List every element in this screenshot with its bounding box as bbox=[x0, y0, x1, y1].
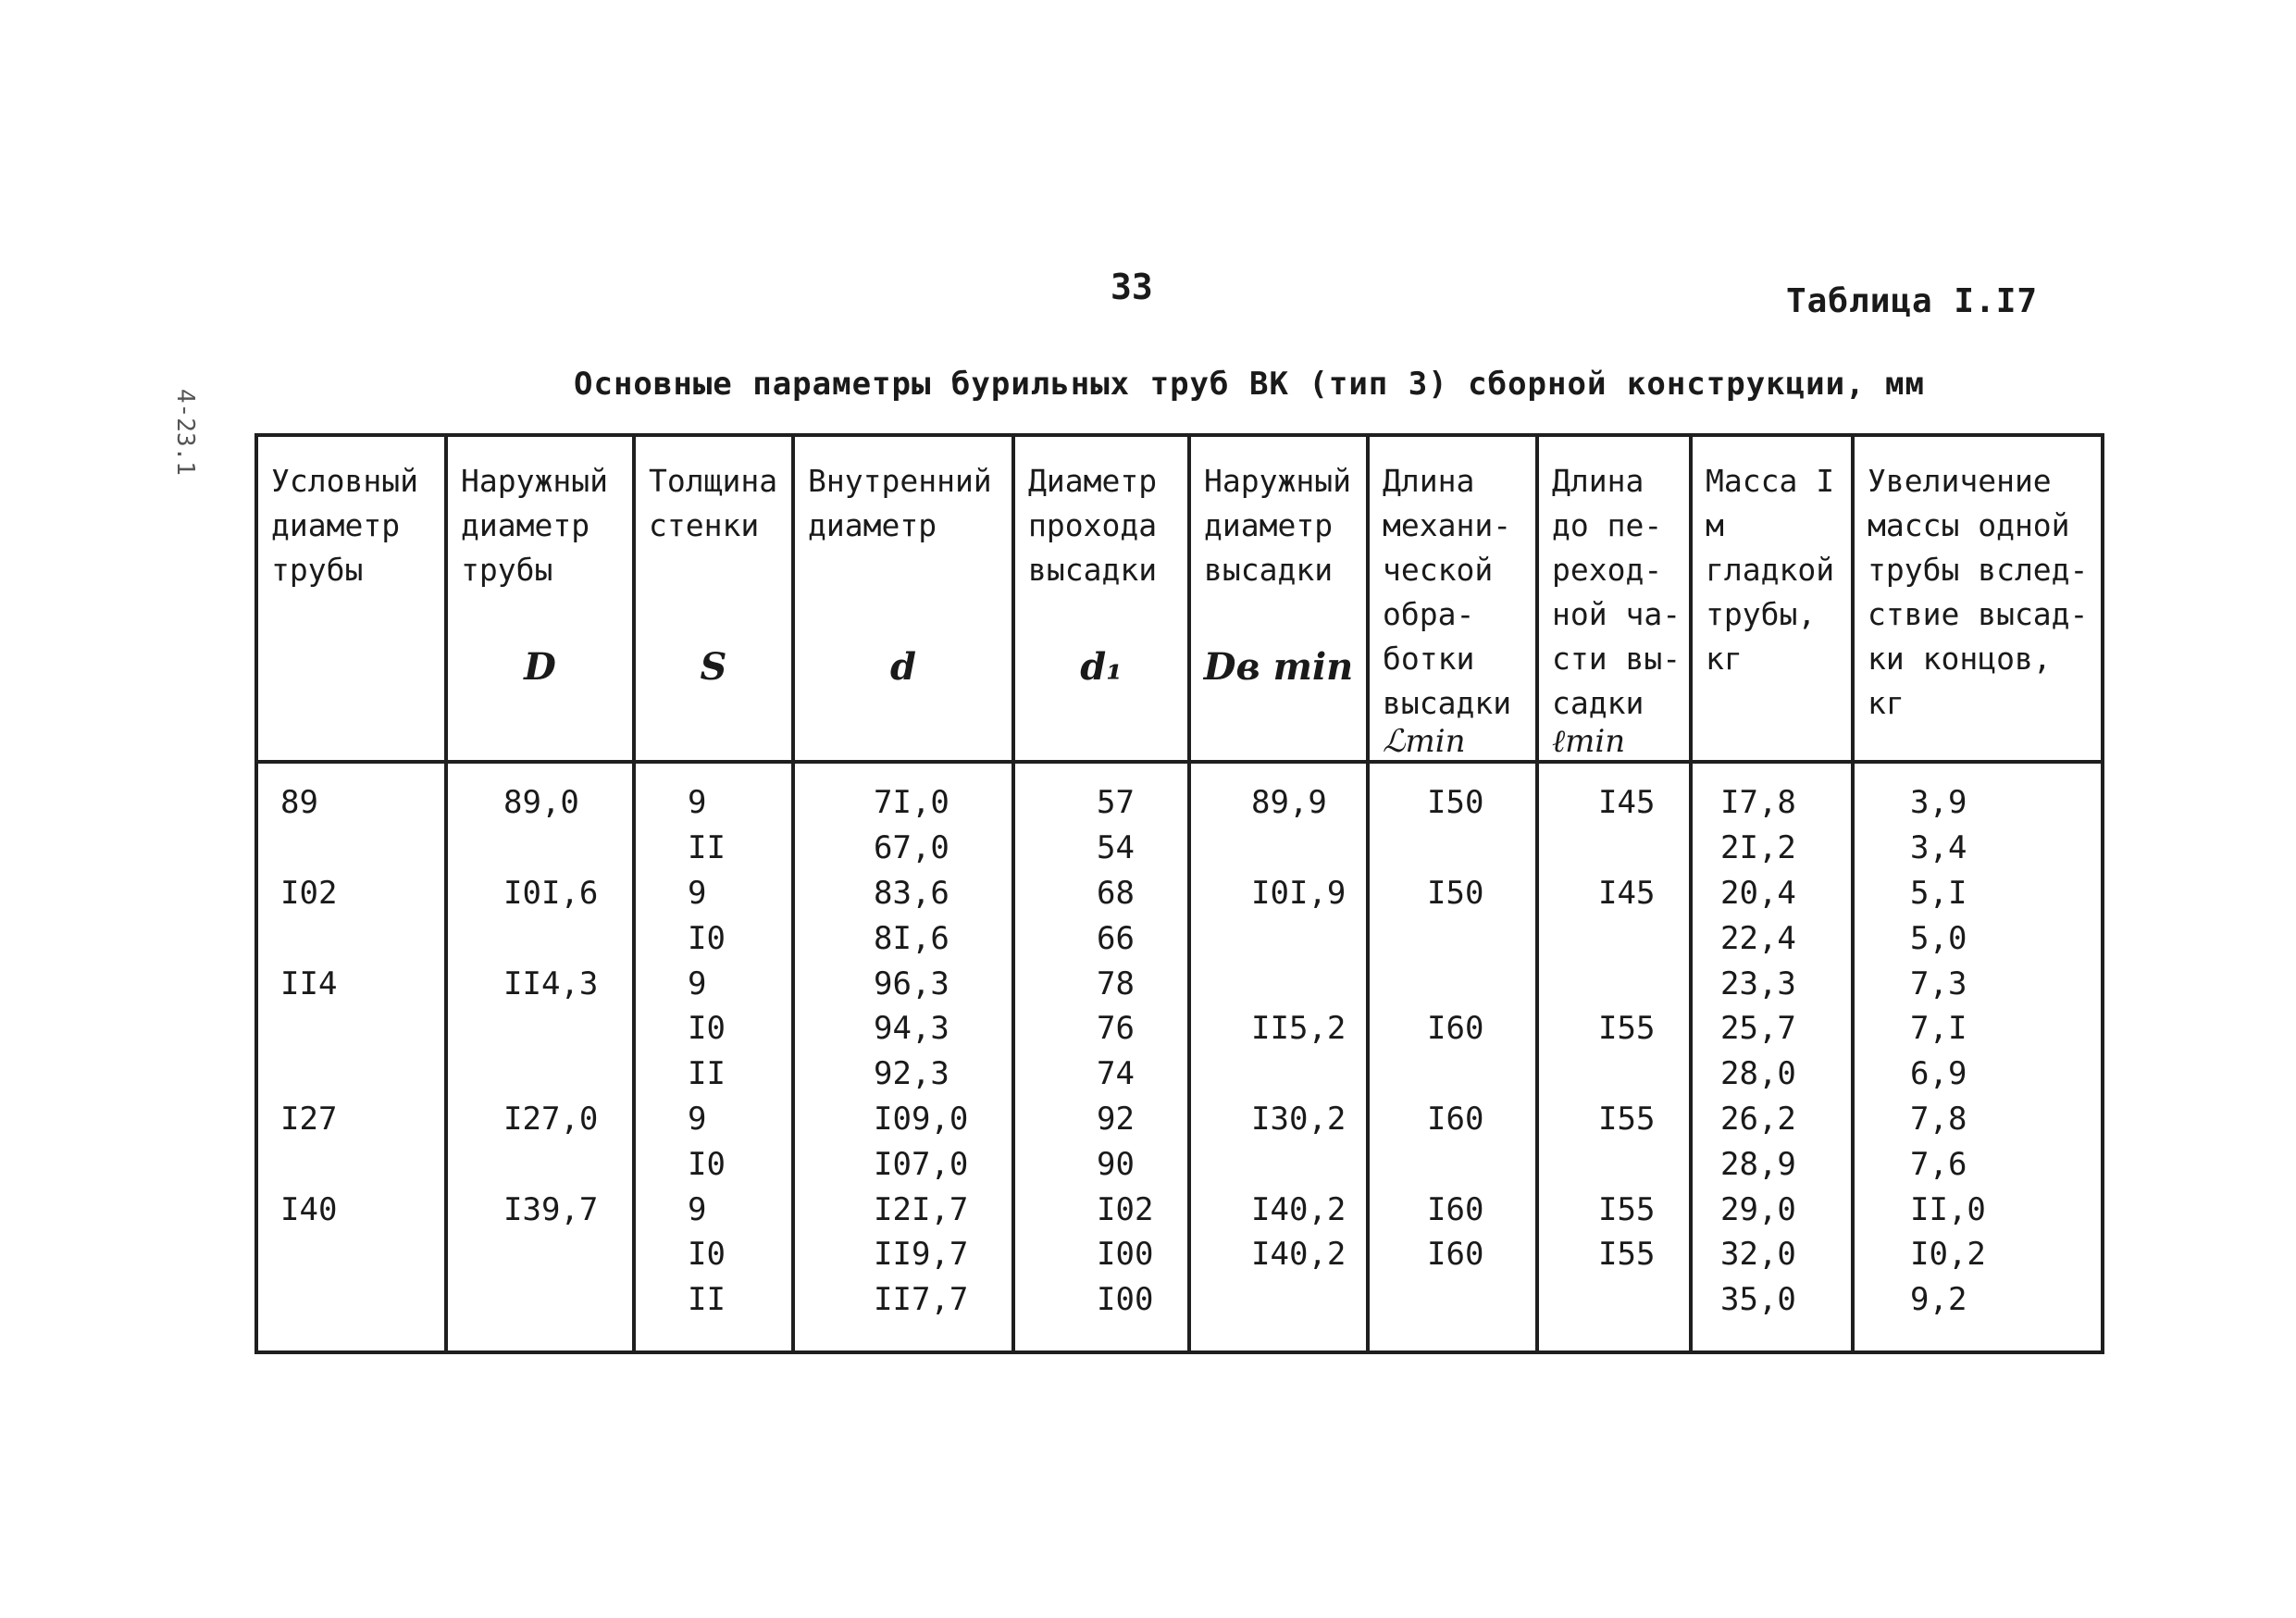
table-row bbox=[256, 1141, 2103, 1187]
table-cell: 66 bbox=[1013, 915, 1189, 961]
table-cell: 7,3 bbox=[1853, 961, 2103, 1006]
table-cell bbox=[256, 1232, 446, 1277]
table-row bbox=[256, 1277, 2103, 1352]
table-cell: 9 bbox=[634, 871, 793, 916]
header-symbol: Dв min bbox=[1203, 645, 1354, 689]
table-cell bbox=[446, 1232, 634, 1277]
table-cell: I60 bbox=[1368, 1232, 1537, 1277]
table-cell bbox=[1368, 1052, 1537, 1097]
page-number: 33 bbox=[1111, 267, 1153, 307]
table-cell: II bbox=[634, 1052, 793, 1097]
header-row bbox=[256, 435, 2103, 762]
header-inner-diameter bbox=[793, 435, 1013, 762]
table-cell: I2I,7 bbox=[793, 1187, 1013, 1232]
table-cell bbox=[1368, 1141, 1537, 1187]
header-text: Наружный диаметр трубы bbox=[461, 463, 608, 588]
table-cell: 67,0 bbox=[793, 826, 1013, 871]
table-cell: 94,3 bbox=[793, 1006, 1013, 1052]
header-text: Условный диаметр трубы bbox=[271, 463, 418, 588]
table-cell: II5,2 bbox=[1189, 1006, 1368, 1052]
table-row bbox=[256, 1097, 2103, 1142]
table-cell: I09,0 bbox=[793, 1097, 1013, 1142]
table-cell: 32,0 bbox=[1691, 1232, 1853, 1277]
table-cell: I30,2 bbox=[1189, 1097, 1368, 1142]
header-text: Увеличение массы одной трубы вслед-ствие высад-ки концов, кг bbox=[1868, 463, 2089, 721]
header-text: Наружный диаметр высадки bbox=[1204, 463, 1351, 588]
table-cell: I02 bbox=[256, 871, 446, 916]
table-cell: I60 bbox=[1368, 1006, 1537, 1052]
table-row bbox=[256, 1232, 2103, 1277]
table-cell: 83,6 bbox=[793, 871, 1013, 916]
table-cell: 9 bbox=[634, 1187, 793, 1232]
table-cell: I55 bbox=[1537, 1097, 1691, 1142]
table-cell bbox=[1368, 1277, 1537, 1352]
table-cell: I0 bbox=[634, 1006, 793, 1052]
table-cell bbox=[1537, 1052, 1691, 1097]
table-cell: 8I,6 bbox=[793, 915, 1013, 961]
table-cell: 2I,2 bbox=[1691, 826, 1853, 871]
table-cell bbox=[1189, 1141, 1368, 1187]
table-cell: II4,3 bbox=[446, 961, 634, 1006]
table-cell: 28,0 bbox=[1691, 1052, 1853, 1097]
table-cell: I45 bbox=[1537, 762, 1691, 826]
table-cell: I55 bbox=[1537, 1187, 1691, 1232]
table-cell: 68 bbox=[1013, 871, 1189, 916]
header-text: Длина механи-ческой обра-ботки высадки bbox=[1383, 463, 1512, 721]
table-cell: I0 bbox=[634, 1232, 793, 1277]
table-row bbox=[256, 915, 2103, 961]
table-cell: 78 bbox=[1013, 961, 1189, 1006]
table-cell: 7,I bbox=[1853, 1006, 2103, 1052]
table-label: Таблица I.I7 bbox=[1786, 282, 2039, 320]
header-text: Диаметр прохода высадки bbox=[1028, 463, 1158, 588]
table-cell bbox=[1368, 961, 1537, 1006]
table-cell: 89,9 bbox=[1189, 762, 1368, 826]
table-cell: 9,2 bbox=[1853, 1277, 2103, 1352]
table-cell bbox=[256, 1277, 446, 1352]
header-wall-thickness bbox=[634, 435, 793, 762]
header-upset-passage-diameter bbox=[1013, 435, 1189, 762]
table-cell bbox=[1537, 915, 1691, 961]
table-cell bbox=[446, 1052, 634, 1097]
table-row bbox=[256, 961, 2103, 1006]
header-text: Внутренний диаметр bbox=[808, 463, 992, 543]
header-symbol: D bbox=[524, 645, 556, 689]
table-cell: I50 bbox=[1368, 871, 1537, 916]
table-cell bbox=[1189, 1052, 1368, 1097]
table-cell: 57 bbox=[1013, 762, 1189, 826]
table-cell: I07,0 bbox=[793, 1141, 1013, 1187]
table-cell: 96,3 bbox=[793, 961, 1013, 1006]
table-cell bbox=[446, 1006, 634, 1052]
table-cell: 90 bbox=[1013, 1141, 1189, 1187]
header-mass-increase bbox=[1853, 435, 2103, 762]
table-cell: 7,8 bbox=[1853, 1097, 2103, 1142]
table-cell: I0,2 bbox=[1853, 1232, 2103, 1277]
header-mass-per-meter bbox=[1691, 435, 1853, 762]
table-cell: 3,4 bbox=[1853, 826, 2103, 871]
table-cell bbox=[256, 826, 446, 871]
table-cell bbox=[446, 1277, 634, 1352]
header-conditional-diameter bbox=[256, 435, 446, 762]
table-title: Основные параметры бурильных труб ВК (тип 3) сборной конструкции, мм bbox=[574, 366, 1925, 403]
header-symbol: d bbox=[890, 645, 916, 689]
table-cell: I00 bbox=[1013, 1277, 1189, 1352]
margin-note: 4-23.1 bbox=[171, 389, 199, 476]
table-cell bbox=[256, 1141, 446, 1187]
table-cell: I00 bbox=[1013, 1232, 1189, 1277]
table-body bbox=[256, 762, 2103, 1352]
table-cell: I0 bbox=[634, 915, 793, 961]
table-cell: I40,2 bbox=[1189, 1232, 1368, 1277]
table-cell: I0I,9 bbox=[1189, 871, 1368, 916]
table-row bbox=[256, 1052, 2103, 1097]
table-cell bbox=[1189, 961, 1368, 1006]
table-cell: I40 bbox=[256, 1187, 446, 1232]
table-cell bbox=[446, 1141, 634, 1187]
header-symbol: ℒmin bbox=[1383, 723, 1466, 760]
table-row bbox=[256, 762, 2103, 826]
table-cell: II bbox=[634, 1277, 793, 1352]
table-cell: I27,0 bbox=[446, 1097, 634, 1142]
header-machining-length bbox=[1368, 435, 1537, 762]
header-transition-length bbox=[1537, 435, 1691, 762]
table-cell: I60 bbox=[1368, 1187, 1537, 1232]
table-cell: 22,4 bbox=[1691, 915, 1853, 961]
table-cell: I55 bbox=[1537, 1232, 1691, 1277]
table-cell bbox=[256, 1052, 446, 1097]
table-cell: 3,9 bbox=[1853, 762, 2103, 826]
table-cell: 7I,0 bbox=[793, 762, 1013, 826]
table-cell: I7,8 bbox=[1691, 762, 1853, 826]
header-outer-diameter bbox=[446, 435, 634, 762]
table-cell bbox=[1189, 826, 1368, 871]
table-cell: 76 bbox=[1013, 1006, 1189, 1052]
table-cell: 25,7 bbox=[1691, 1006, 1853, 1052]
header-symbol: ℓmin bbox=[1552, 723, 1626, 760]
table-cell: II bbox=[634, 826, 793, 871]
table-cell: 9 bbox=[634, 961, 793, 1006]
table-cell: 89 bbox=[256, 762, 446, 826]
header-text: Толщина стенки bbox=[649, 463, 778, 543]
table-cell: 54 bbox=[1013, 826, 1189, 871]
table-cell: 23,3 bbox=[1691, 961, 1853, 1006]
table-cell bbox=[446, 915, 634, 961]
table-cell: I39,7 bbox=[446, 1187, 634, 1232]
table-row bbox=[256, 1187, 2103, 1232]
table-cell: 89,0 bbox=[446, 762, 634, 826]
table-cell: I0 bbox=[634, 1141, 793, 1187]
table-cell: I0I,6 bbox=[446, 871, 634, 916]
table-cell: I55 bbox=[1537, 1006, 1691, 1052]
table-cell: 92 bbox=[1013, 1097, 1189, 1142]
header-symbol: d₁ bbox=[1080, 645, 1123, 689]
header-text: Масса I м гладкой трубы, кг bbox=[1706, 463, 1835, 677]
header-symbol: S bbox=[700, 645, 727, 689]
table-cell bbox=[1537, 1277, 1691, 1352]
table-cell bbox=[1368, 826, 1537, 871]
table-cell: 5,0 bbox=[1853, 915, 2103, 961]
table-cell: I60 bbox=[1368, 1097, 1537, 1142]
table-cell: 9 bbox=[634, 762, 793, 826]
table-cell: 20,4 bbox=[1691, 871, 1853, 916]
table-row bbox=[256, 1006, 2103, 1052]
table-cell bbox=[1189, 915, 1368, 961]
table-cell: II9,7 bbox=[793, 1232, 1013, 1277]
table-cell: II,0 bbox=[1853, 1187, 2103, 1232]
table-cell: 5,I bbox=[1853, 871, 2103, 916]
table-cell: 28,9 bbox=[1691, 1141, 1853, 1187]
table-cell: I02 bbox=[1013, 1187, 1189, 1232]
table-cell: 29,0 bbox=[1691, 1187, 1853, 1232]
table-cell bbox=[256, 915, 446, 961]
table-cell bbox=[1537, 826, 1691, 871]
table-row bbox=[256, 871, 2103, 916]
table-cell: 7,6 bbox=[1853, 1141, 2103, 1187]
table-cell: II4 bbox=[256, 961, 446, 1006]
table-cell bbox=[1368, 915, 1537, 961]
table-cell bbox=[1537, 961, 1691, 1006]
table-cell: I27 bbox=[256, 1097, 446, 1142]
table-cell bbox=[256, 1006, 446, 1052]
parameters-table bbox=[254, 433, 2104, 1354]
table-cell: 9 bbox=[634, 1097, 793, 1142]
table-cell: II7,7 bbox=[793, 1277, 1013, 1352]
table-cell: 35,0 bbox=[1691, 1277, 1853, 1352]
header-text: Длина до пе-реход-ной ча-сти вы-садки bbox=[1552, 463, 1682, 721]
table-cell: I50 bbox=[1368, 762, 1537, 826]
table-cell bbox=[1189, 1277, 1368, 1352]
table-cell: 92,3 bbox=[793, 1052, 1013, 1097]
table-cell: I45 bbox=[1537, 871, 1691, 916]
table-row bbox=[256, 826, 2103, 871]
table-cell: 74 bbox=[1013, 1052, 1189, 1097]
table-cell: I40,2 bbox=[1189, 1187, 1368, 1232]
table-cell bbox=[446, 826, 634, 871]
header-upset-outer-diameter bbox=[1189, 435, 1368, 762]
table-cell: 6,9 bbox=[1853, 1052, 2103, 1097]
table-cell: 26,2 bbox=[1691, 1097, 1853, 1142]
table-cell bbox=[1537, 1141, 1691, 1187]
